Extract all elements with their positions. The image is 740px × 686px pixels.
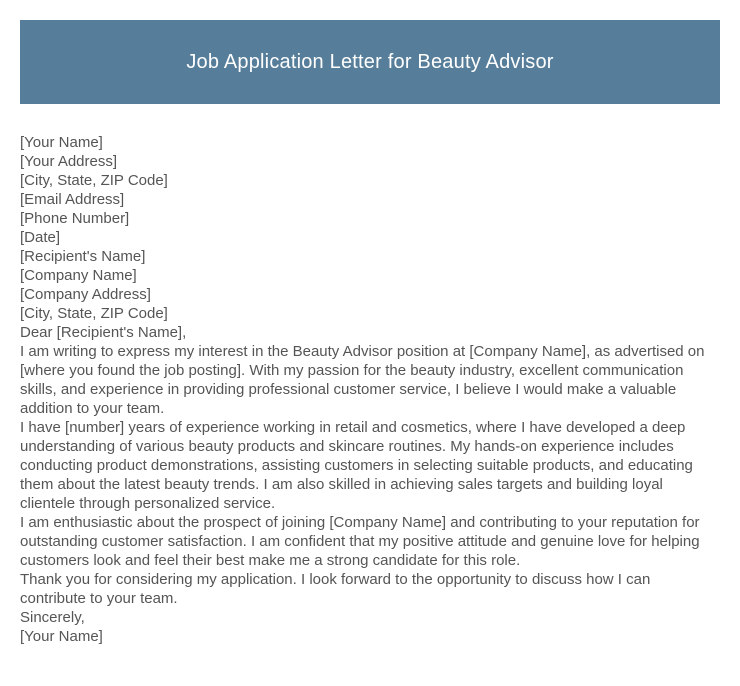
paragraph-thank-you: Thank you for considering my application. I look forward to the opportunity to discuss how I can contribute to your team. [20, 571, 651, 607]
closing: Sincerely, [20, 609, 85, 626]
sender-address-line: [Your Address] [20, 153, 118, 170]
recipient-name-line: [Recipient's Name] [20, 248, 146, 265]
recipient-city-line: [City, State, ZIP Code] [20, 305, 168, 322]
sender-email-line: [Email Address] [20, 191, 125, 208]
signature: [Your Name] [20, 628, 103, 645]
paragraph-introduction: I am writing to express my interest in the Beauty Advisor position at [Company Name], as advertised on [where you found the job posting]. With my passion for the beauty industry, excellent communication skills, and experience in providing professional customer service, I believe I would make a valuable addition to your team. [20, 343, 705, 417]
salutation: Dear [Recipient's Name], [20, 324, 187, 341]
letter-body [20, 133, 720, 646]
paragraph-experience: I have [number] years of experience working in retail and cosmetics, where I have developed a deep understanding of various beauty products and skincare routines. My hands-on experience includes conducting product demonstrations, assisting customers in selecting suitable products, and educating them about the latest beauty trends. I am also skilled in achieving sales targets and building loyal clientele through personalized service. [20, 419, 693, 512]
sender-name-line: [Your Name] [20, 134, 103, 151]
date-line: [Date] [20, 229, 61, 246]
paragraph-enthusiasm: I am enthusiastic about the prospect of joining [Company Name] and contributing to your reputation for outstanding customer satisfaction. I am confident that my positive attitude and genuine love for helping customers look and feel their best make me a strong candidate for this role. [20, 514, 700, 569]
page-title: Job Application Letter for Beauty Advisor [186, 50, 554, 73]
title-banner [20, 20, 720, 104]
recipient-address-line: [Company Address] [20, 286, 151, 303]
sender-phone-line: [Phone Number] [20, 210, 130, 227]
sender-city-line: [City, State, ZIP Code] [20, 172, 168, 189]
recipient-company-line: [Company Name] [20, 267, 137, 284]
